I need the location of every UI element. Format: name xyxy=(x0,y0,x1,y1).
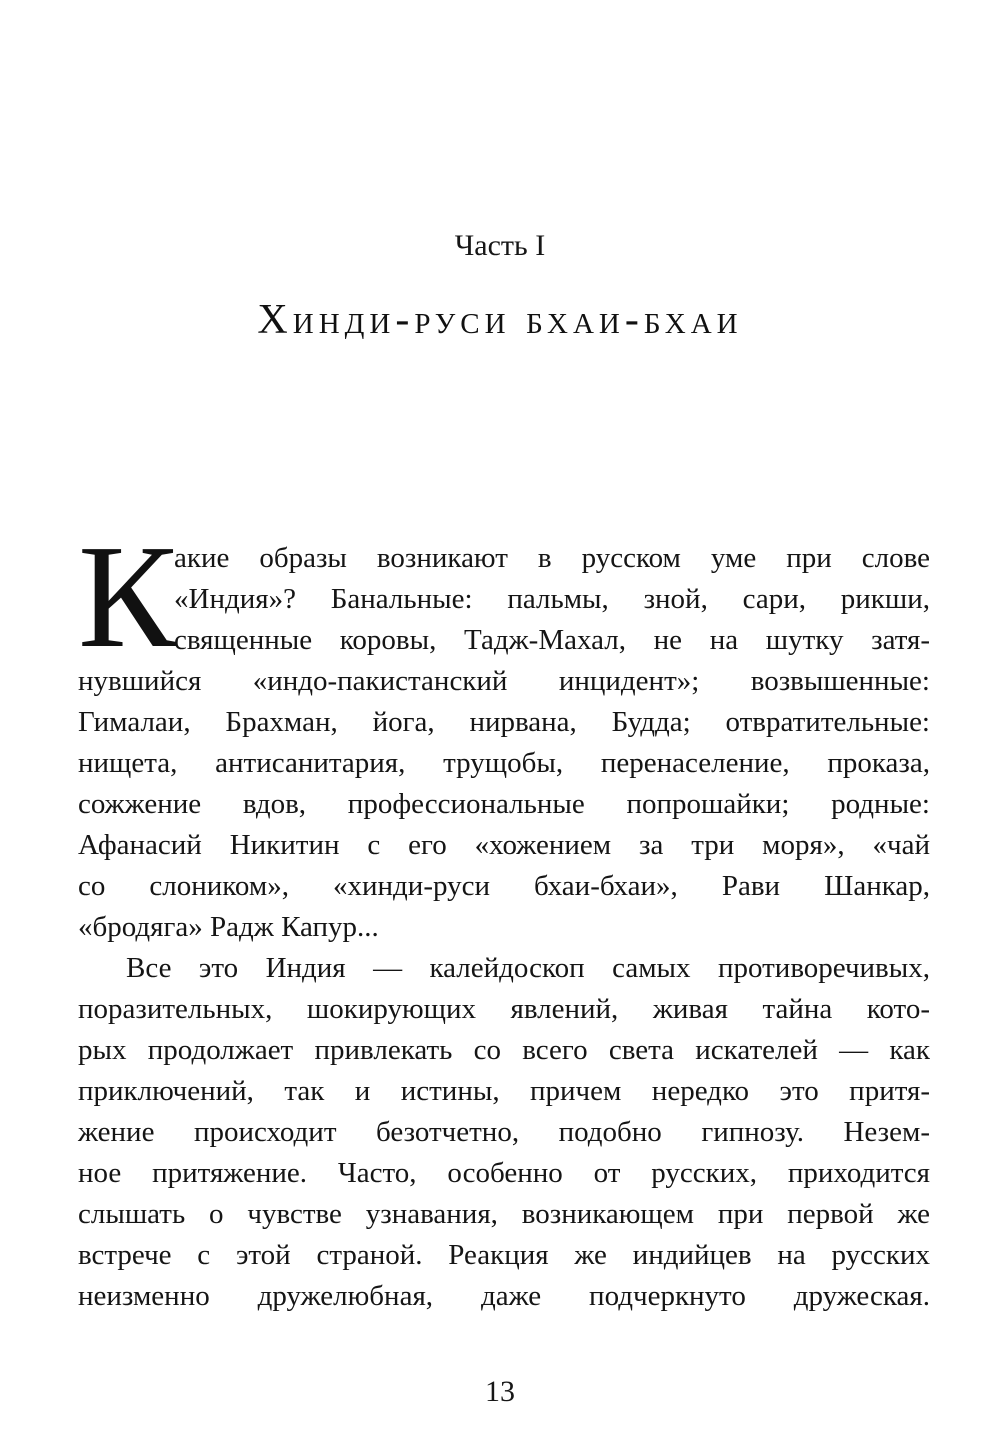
text-line: рых продолжает привлекать со всего света искателей — как xyxy=(78,1034,930,1066)
part-label: Часть I xyxy=(454,229,546,262)
text-line: акие образы возникают в русском уме при слове xyxy=(174,542,930,574)
text-line: неизменно дружелюбная, даже подчеркнуто дружеская. xyxy=(78,1280,930,1312)
text-line: «бродяга» Радж Капур... xyxy=(78,911,379,943)
body-text xyxy=(78,515,930,1317)
text-line: приключений, так и истины, причем нередко это притя- xyxy=(78,1075,930,1107)
text-line: жение происходит безотчетно, подобно гипнозу. Незем- xyxy=(78,1116,930,1148)
text-line: «Индия»? Банальные: пальмы, зной, сари, рикши, xyxy=(174,583,930,615)
chapter-title: Хинди-руси бхаи-бхаи xyxy=(257,297,743,343)
drop-cap: К xyxy=(78,515,177,679)
text-line: Гималаи, Брахман, йога, нирвана, Будда; отвратительные: xyxy=(78,706,930,738)
text-line: Все это Индия — калейдоскоп самых противоречивых, xyxy=(126,952,930,984)
text-line: встрече с этой страной. Реакция же индийцев на русских xyxy=(78,1239,930,1271)
text-line: нувшийся «индо-пакистанский инцидент»; возвышенные: xyxy=(78,665,930,697)
text-line: сожжение вдов, профессиональные попрошайки; родные: xyxy=(78,788,930,820)
paragraph-2 xyxy=(78,948,930,1317)
paragraph-1 xyxy=(78,515,930,948)
text-line: со слоником», «хинди-руси бхаи-бхаи», Рави Шанкар, xyxy=(78,870,930,902)
text-line: Афанасий Никитин с его «хожением за три моря», «чай xyxy=(78,829,930,861)
text-line: слышать о чувстве узнавания, возникающем при первой же xyxy=(78,1198,930,1230)
text-line: нищета, антисанитария, трущобы, перенаселение, проказа, xyxy=(78,747,930,779)
text-line: священные коровы, Тадж-Махал, не на шутку затя- xyxy=(174,624,930,656)
text-line: поразительных, шокирующих явлений, живая тайна кото- xyxy=(78,993,930,1025)
page-number: 13 xyxy=(485,1375,515,1408)
text-line: ное притяжение. Часто, особенно от русских, приходится xyxy=(78,1157,930,1189)
